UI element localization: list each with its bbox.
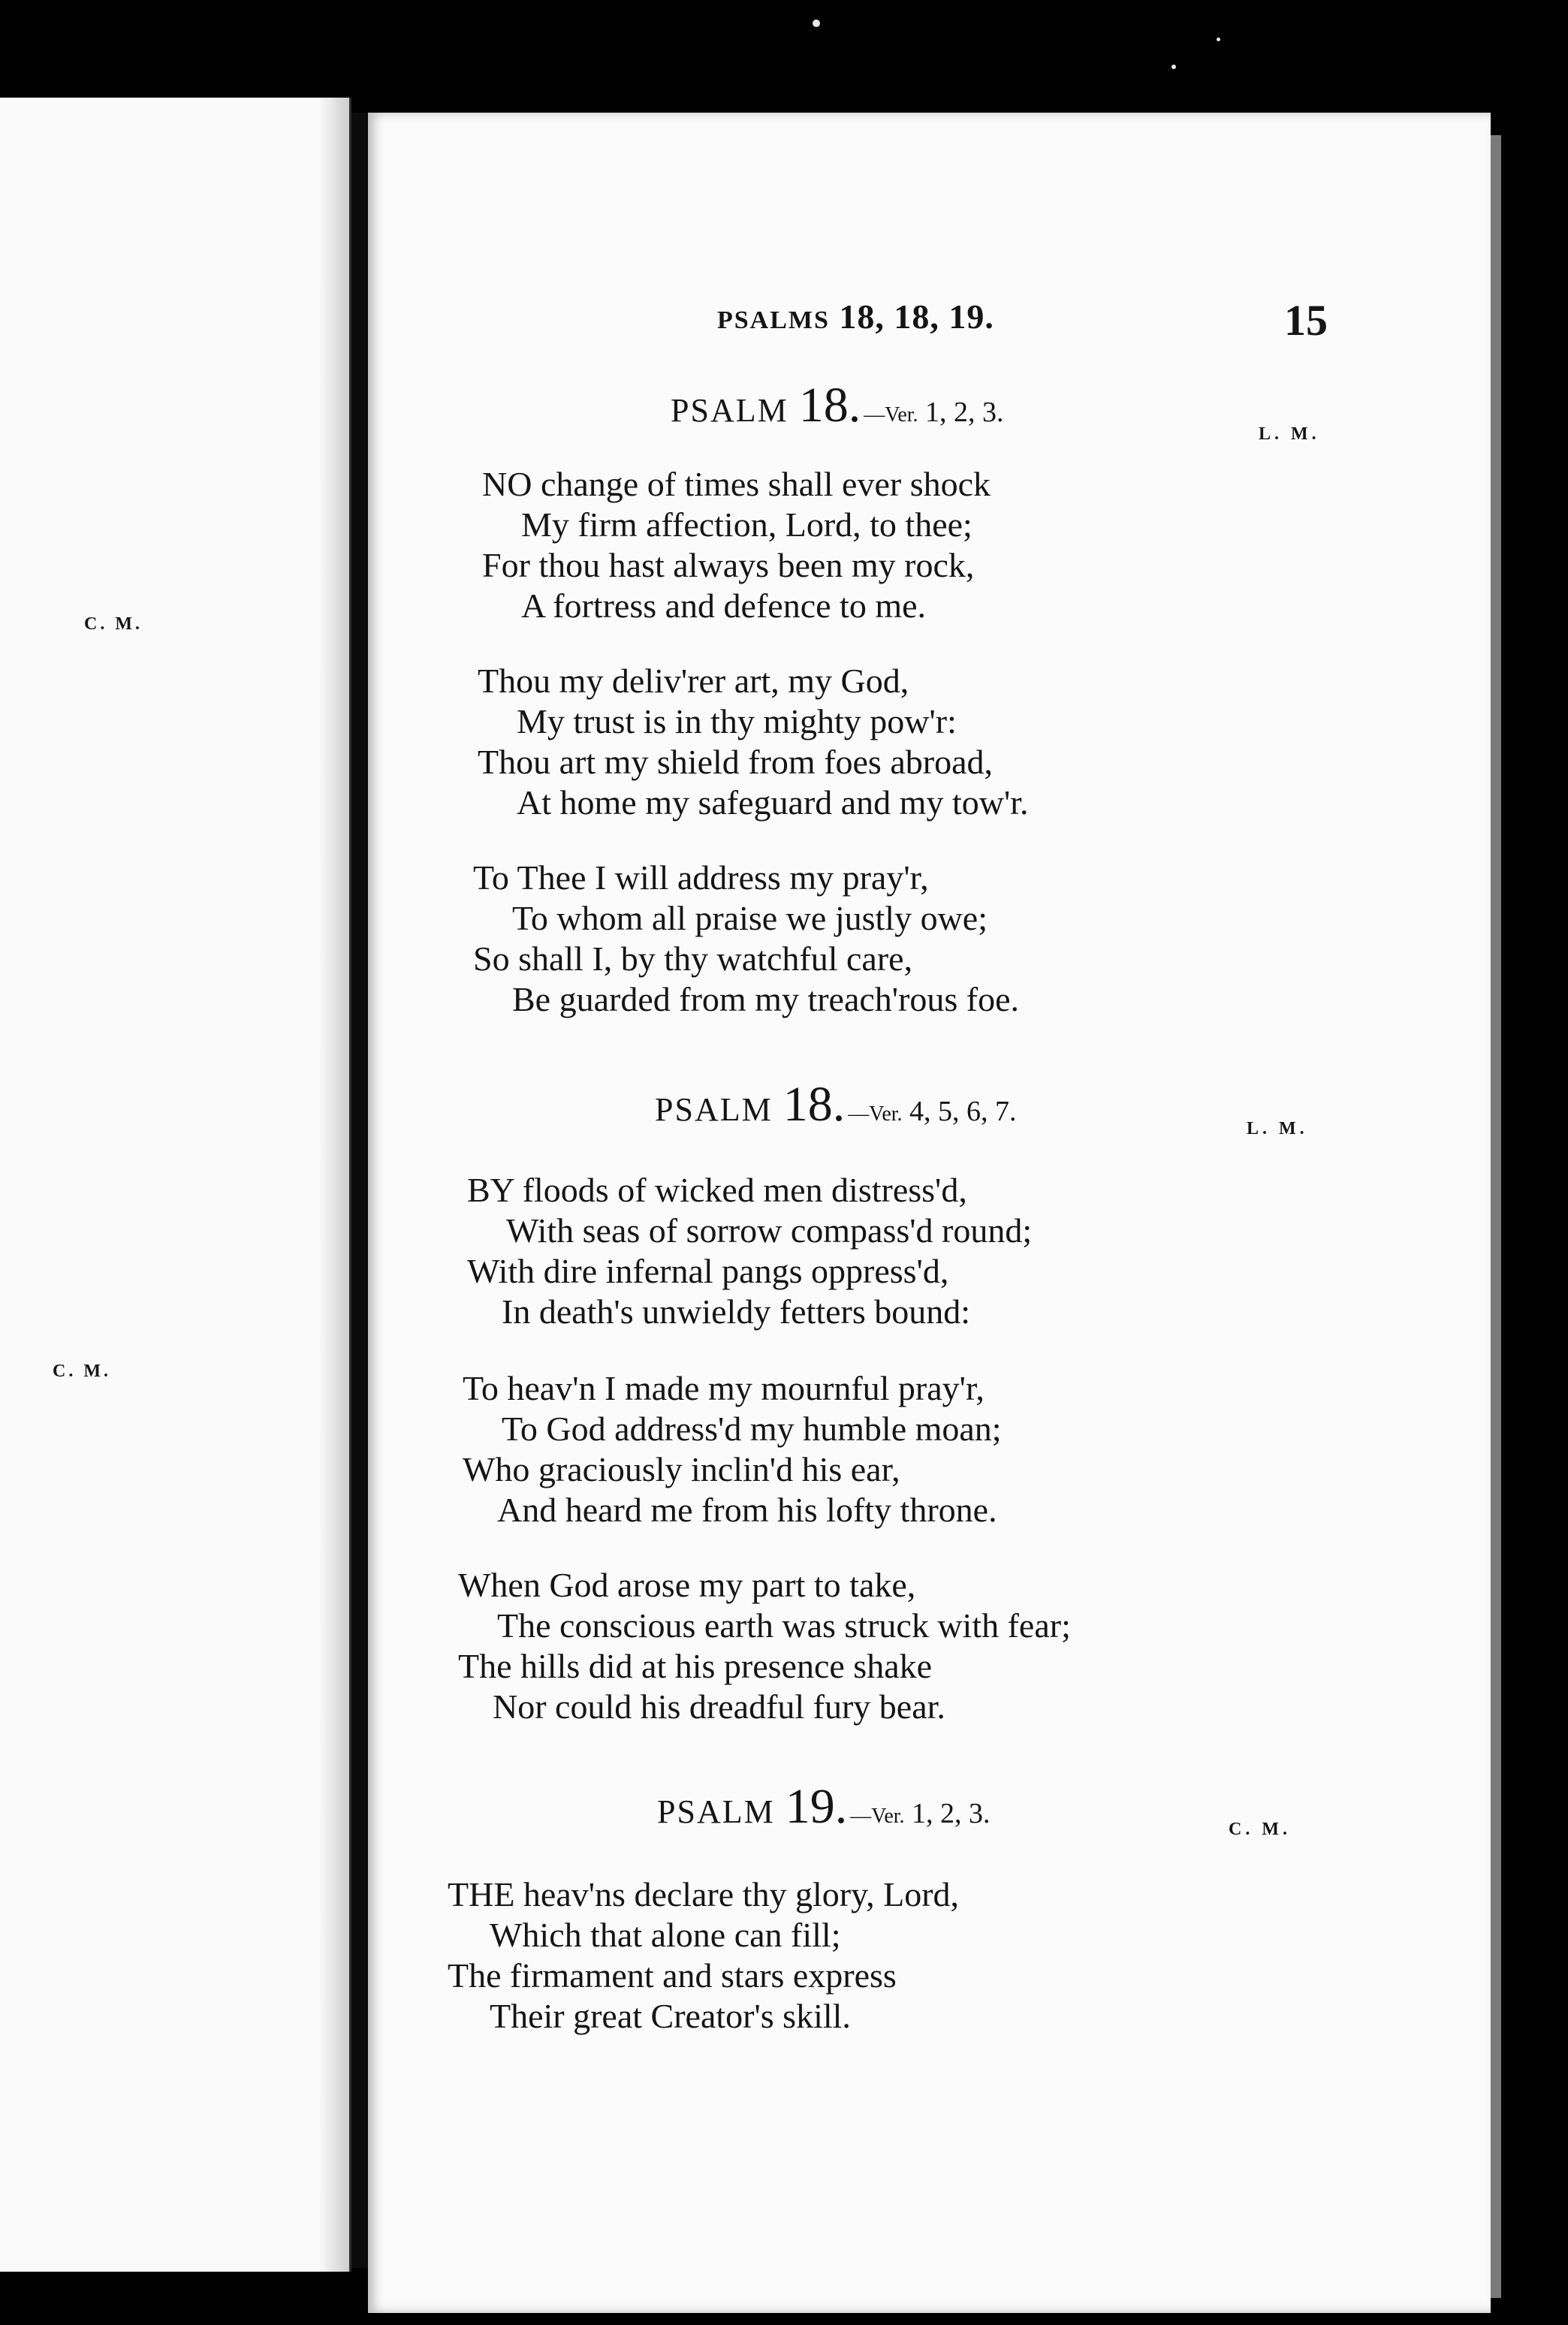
meter-label-3: C. M.: [1229, 1820, 1291, 1839]
psalm-number: 19.: [785, 1779, 848, 1834]
verse-numbers: 1, 2, 3.: [912, 1798, 991, 1829]
verse-line: To God address'd my humble moan;: [502, 1410, 1002, 1448]
psalm-heading-2: [655, 1076, 1017, 1133]
verse-line: With seas of sorrow compass'd round;: [506, 1211, 1033, 1250]
running-head-numbers: 18, 18, 19.: [839, 297, 994, 336]
page-number: 15: [1284, 296, 1328, 345]
verse-line: So shall I, by thy watchful care,: [473, 939, 913, 978]
psalm-word: PSALM: [671, 392, 789, 429]
scan-speck: [813, 20, 820, 27]
book-spine: [351, 113, 368, 2268]
verse-label: —Ver.: [864, 403, 918, 427]
verse-line: The conscious earth was struck with fear;: [497, 1606, 1071, 1645]
psalm-word: PSALM: [655, 1091, 773, 1128]
meter-label-2: L. M.: [1247, 1119, 1308, 1138]
verse-line: NO change of times shall ever shock: [482, 465, 991, 503]
verse-line: Which that alone can fill;: [490, 1916, 841, 1954]
running-head-psalms: PSALMS: [717, 306, 830, 334]
meter-label-1: L. M.: [1259, 424, 1320, 444]
running-head: [717, 297, 994, 336]
verse-numbers: 1, 2, 3.: [925, 397, 1004, 428]
psalm-number: 18.: [798, 378, 861, 433]
left-meter-2: C. M.: [53, 1362, 111, 1381]
verse-line: BY floods of wicked men distress'd,: [467, 1171, 967, 1209]
psalm-heading-1: [671, 377, 1004, 434]
psalm-number: 18.: [782, 1077, 846, 1132]
verse-line: To Thee I will address my pray'r,: [473, 858, 929, 897]
verse-line: Who graciously inclin'd his ear,: [463, 1450, 900, 1488]
verse-label: —Ver.: [848, 1102, 903, 1126]
verse-line: Thou art my shield from foes abroad,: [478, 743, 993, 781]
verse-label: —Ver.: [850, 1805, 905, 1828]
psalm-heading-3: [657, 1778, 991, 1835]
verse-line: When God arose my part to take,: [458, 1566, 916, 1604]
verse-line: Thou my deliv'rer art, my God,: [478, 662, 909, 700]
left-page: [0, 98, 351, 2272]
verse-line: And heard me from his lofty throne.: [497, 1491, 997, 1529]
verse-line: A fortress and defence to me.: [521, 587, 927, 625]
psalm-word: PSALM: [657, 1793, 775, 1830]
verse-line: To heav'n I made my mournful pray'r,: [463, 1369, 985, 1407]
verse-line: At home my safeguard and my tow'r.: [517, 783, 1029, 822]
page-edge: [1491, 135, 1501, 2298]
verse-line: Nor could his dreadful fury bear.: [493, 1687, 945, 1726]
verse-line: Their great Creator's skill.: [490, 1997, 851, 2035]
verse-line: My trust is in thy mighty pow'r:: [517, 702, 957, 740]
verse-numbers: 4, 5, 6, 7.: [909, 1096, 1017, 1127]
verse-line: To whom all praise we justly owe;: [512, 899, 988, 937]
scan-speck: [1217, 38, 1220, 41]
scan-speck: [1171, 65, 1176, 69]
fold-shadow: [319, 98, 349, 2272]
verse-line: The hills did at his presence shake: [458, 1647, 933, 1685]
verse-line: With dire infernal pangs oppress'd,: [467, 1252, 949, 1290]
verse-line: Be guarded from my treach'rous foe.: [512, 980, 1020, 1018]
verse-line: My firm affection, Lord, to thee;: [521, 505, 972, 544]
verse-line: For thou hast always been my rock,: [482, 546, 975, 584]
verse-line: THE heav'ns declare thy glory, Lord,: [448, 1875, 960, 1913]
verse-line: The firmament and stars express: [448, 1956, 897, 1995]
left-meter-1: C. M.: [84, 614, 143, 634]
verse-line: In death's unwieldy fetters bound:: [502, 1292, 971, 1331]
